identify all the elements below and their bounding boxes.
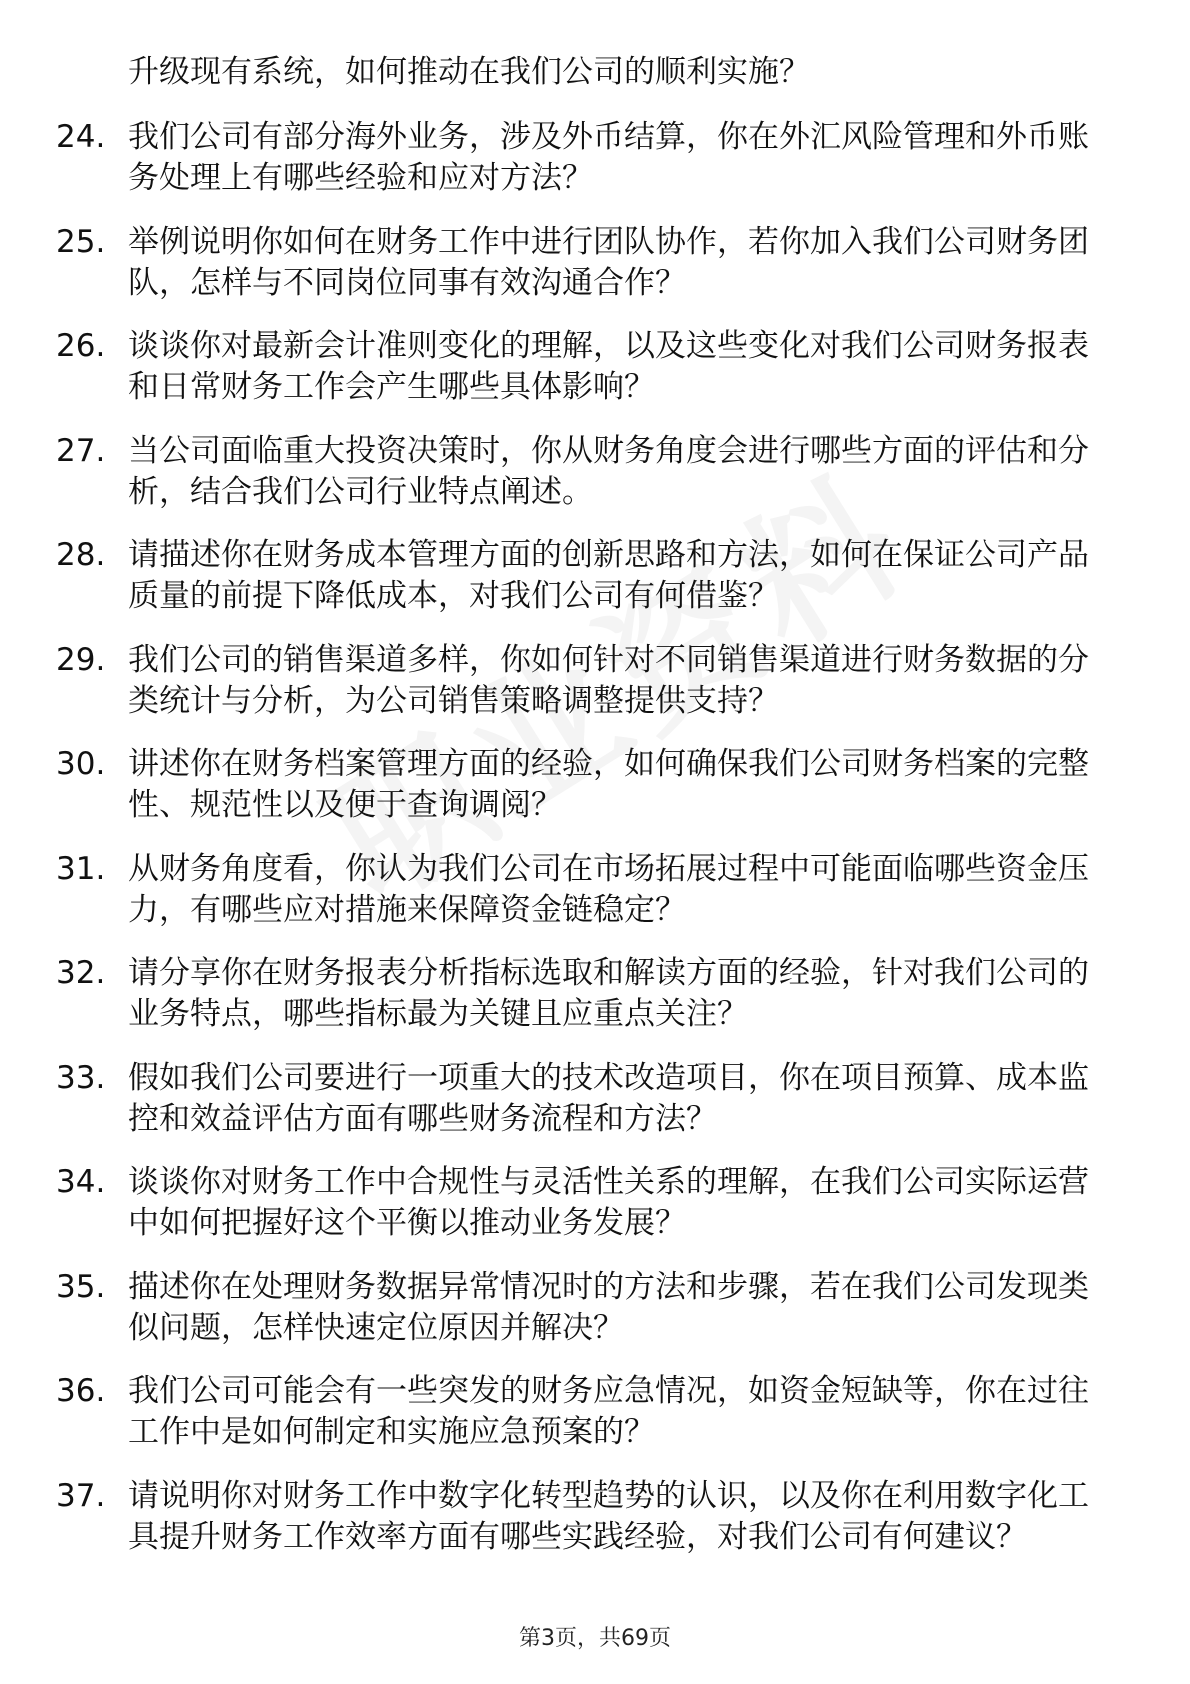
- question-text: 假如我们公司要进行一项重大的技术改造项目，你在项目预算、成本监控和效益评估方面有哪些财务流程和方法？: [128, 1059, 1089, 1137]
- question-item: [0, 640, 1190, 745]
- question-text: 谈谈你对最新会计准则变化的理解，以及这些变化对我们公司财务报表和日常财务工作会产生哪些具体影响？: [128, 328, 1089, 405]
- question-text: 我们公司有部分海外业务，涉及外币结算，你在外汇风险管理和外币账务处理上有哪些经验和应对方法？: [128, 119, 1089, 196]
- question-text: 我们公司的销售渠道多样，你如何针对不同销售渠道进行财务数据的分类统计与分析，为公司销售策略调整提供支持？: [128, 641, 1089, 719]
- question-text: 举例说明你如何在财务工作中进行团队协作，若你加入我们公司财务团队，怎样与不同岗位同事有效沟通合作？: [128, 223, 1089, 301]
- question-number: 34.: [56, 1164, 106, 1200]
- question-item: [0, 117, 1190, 222]
- question-item: [0, 1371, 1190, 1476]
- question-item: [0, 431, 1190, 536]
- question-item: [0, 1058, 1190, 1163]
- question-text: 请说明你对财务工作中数字化转型趋势的认识，以及你在利用数字化工具提升财务工作效率方面有哪些实践经验，对我们公司有何建议？: [128, 1477, 1089, 1555]
- question-text: 从财务角度看，你认为我们公司在市场拓展过程中可能面临哪些资金压力，有哪些应对措施来保障资金链稳定？: [128, 850, 1089, 928]
- question-item: [0, 1476, 1190, 1616]
- page-footer: 第3页，共69页: [519, 1626, 671, 1651]
- question-text: 谈谈你对财务工作中合规性与灵活性关系的理解，在我们公司实际运营中如何把握好这个平衡以推动业务发展？: [128, 1164, 1089, 1241]
- question-number: 37.: [56, 1477, 106, 1514]
- question-item: [0, 326, 1190, 431]
- question-number: 33.: [56, 1059, 106, 1096]
- question-number: 25.: [56, 223, 106, 260]
- question-text: 描述你在处理财务数据异常情况时的方法和步骤，若在我们公司发现类似问题，怎样快速定位原因并解决？: [128, 1268, 1089, 1346]
- question-number: 29.: [56, 641, 106, 678]
- continuation-text: 升级现有系统，如何推动在我们公司的顺利实施？: [128, 54, 810, 90]
- question-text: 讲述你在财务档案管理方面的经验，如何确保我们公司财务档案的完整性、规范性以及便于查询调阅？: [128, 746, 1089, 823]
- question-number: 31.: [56, 850, 106, 887]
- question-number: 28.: [56, 537, 106, 573]
- question-item: [0, 535, 1190, 640]
- question-list: [0, 117, 1190, 1616]
- question-item: [0, 953, 1190, 1058]
- question-number: 24.: [56, 119, 106, 155]
- question-item: [0, 222, 1190, 327]
- question-text: 请描述你在财务成本管理方面的创新思路和方法，如何在保证公司产品质量的前提下降低成本，对我们公司有何借鉴？: [128, 537, 1089, 614]
- question-text: 请分享你在财务报表分析指标选取和解读方面的经验，针对我们公司的业务特点，哪些指标最为关键且应重点关注？: [128, 955, 1089, 1032]
- question-number: 27.: [56, 432, 106, 469]
- question-item: [0, 1162, 1190, 1267]
- question-number: 35.: [56, 1268, 106, 1305]
- question-number: 36.: [56, 1373, 106, 1409]
- question-number: 32.: [56, 955, 106, 991]
- question-text: 我们公司可能会有一些突发的财务应急情况，如资金短缺等，你在过往工作中是如何制定和实施应急预案的？: [128, 1373, 1089, 1450]
- question-number: 30.: [56, 746, 106, 782]
- question-item: [0, 1267, 1190, 1372]
- question-text: 当公司面临重大投资决策时，你从财务角度会进行哪些方面的评估和分析，结合我们公司行业特点阐述。: [128, 432, 1089, 510]
- question-item: [0, 849, 1190, 954]
- question-item: [0, 744, 1190, 849]
- question-number: 26.: [56, 328, 106, 364]
